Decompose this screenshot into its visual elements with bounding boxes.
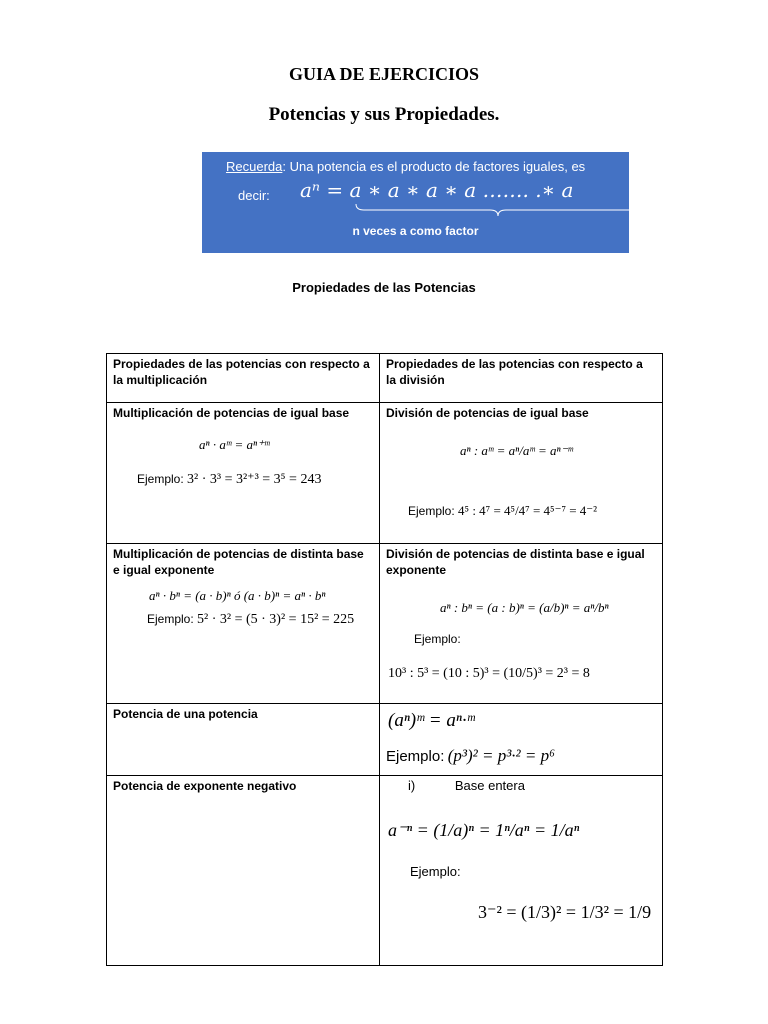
- example-formula: 4⁵ : 4⁷ = 4⁵/4⁷ = 4⁵⁻⁷ = 4⁻²: [458, 503, 598, 518]
- row-title: Multiplicación de potencias de distinta base e igual exponente: [113, 547, 364, 577]
- recuerda-definition: : Una potencia es el producto de factores iguales, es: [282, 159, 586, 174]
- example-formula: 3² · 3³ = 3²⁺³ = 3⁵ = 243: [187, 472, 322, 487]
- table-row: [107, 403, 663, 544]
- table-row: [107, 704, 663, 776]
- recuerda-text: [226, 159, 585, 174]
- example-label: Ejemplo:: [414, 632, 461, 646]
- cell-mult-distinta-base: [107, 544, 380, 704]
- example-formula: 5² · 3² = (5 · 3)² = 15² = 225: [197, 612, 355, 627]
- example-label: Ejemplo:: [147, 612, 194, 626]
- table-row: [107, 776, 663, 966]
- row-title: División de potencias de igual base: [386, 406, 589, 420]
- rule-formula: aⁿ · bⁿ = (a · b)ⁿ ó (a · b)ⁿ = aⁿ · bⁿ: [149, 588, 326, 603]
- example-line: [408, 503, 597, 519]
- rule-formula: aⁿ : aᵐ = aⁿ/aᵐ = aⁿ⁻ᵐ: [460, 443, 573, 458]
- table-header-row: [107, 354, 663, 403]
- item-marker: i): [408, 778, 416, 793]
- item-label: Base entera: [454, 778, 525, 793]
- list-item: [408, 778, 525, 793]
- properties-table: [106, 353, 663, 966]
- cell-potencia-potencia-rule: [380, 704, 663, 776]
- example-formula: 10³ : 5³ = (10 : 5)³ = (10/5)³ = 2³ = 8: [388, 666, 590, 681]
- row-title: Potencia de una potencia: [113, 707, 258, 721]
- cell-mult-igual-base: [107, 403, 380, 544]
- section-title: Propiedades de las Potencias: [292, 280, 476, 295]
- cell-div-igual-base: [380, 403, 663, 544]
- example-label: Ejemplo:: [137, 472, 184, 486]
- page-subtitle: Potencias y sus Propiedades.: [268, 104, 500, 125]
- example-line: [147, 612, 354, 628]
- example-line: [137, 471, 321, 488]
- page-title: GUIA DE EJERCICIOS: [288, 64, 480, 84]
- recuerda-box: [202, 152, 629, 253]
- table-row: [107, 544, 663, 704]
- rule-formula: aⁿ : bⁿ = (a : b)ⁿ = (a/b)ⁿ = aⁿ/bⁿ: [440, 600, 609, 615]
- example-formula: (p³)² = p³·² = p⁶: [447, 746, 556, 765]
- col1-header: Propiedades de las potencias con respecto a la multiplicación: [107, 354, 380, 403]
- row-title: División de potencias de distinta base e igual exponente: [386, 547, 645, 577]
- example-label: Ejemplo:: [386, 748, 445, 765]
- rule-formula: a⁻ⁿ = (1/a)ⁿ = 1ⁿ/aⁿ = 1/aⁿ: [388, 820, 580, 840]
- recuerda-formula: aⁿ = a ∗ a ∗ a ∗ a ……. .∗ a: [300, 178, 574, 202]
- rule-formula: (aⁿ)ᵐ = aⁿ·ᵐ: [388, 710, 475, 731]
- row-title: Potencia de exponente negativo: [113, 779, 297, 793]
- example-line: [386, 746, 555, 766]
- row-title: Multiplicación de potencias de igual base: [113, 406, 350, 420]
- example-label: Ejemplo:: [408, 504, 455, 518]
- underbrace-icon: [354, 202, 642, 218]
- underbrace-label: n veces a como factor: [352, 224, 479, 238]
- cell-exponente-negativo-rule: [380, 776, 663, 966]
- recuerda-label: Recuerda: [226, 159, 283, 174]
- col2-header: Propiedades de las potencias con respecto a la división: [380, 354, 663, 403]
- rule-formula: aⁿ · aᵐ = aⁿ⁺ᵐ: [199, 437, 270, 452]
- example-label: Ejemplo:: [410, 864, 461, 879]
- cell-exponente-negativo: [107, 776, 380, 966]
- cell-potencia-potencia: [107, 704, 380, 776]
- cell-div-distinta-base: [380, 544, 663, 704]
- example-formula: 3⁻² = (1/3)² = 1/3² = 1/9: [478, 902, 652, 922]
- recuerda-decir: decir:: [238, 188, 270, 203]
